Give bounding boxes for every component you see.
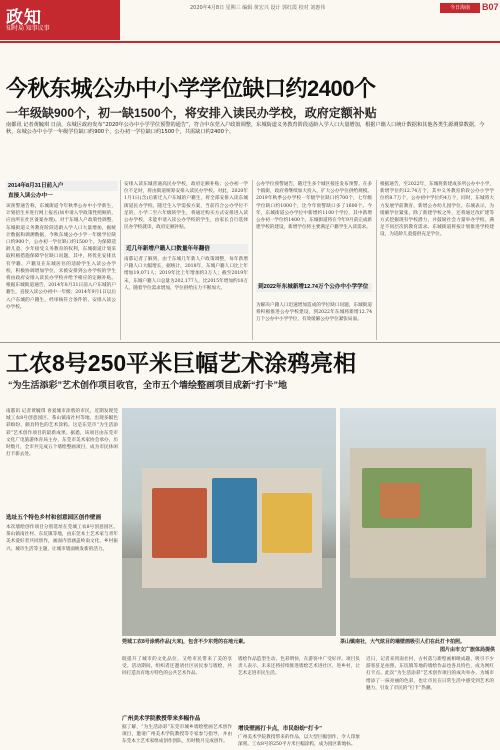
article2-col2: 既提升了城市的文化品位，又给市民带来了美的享受。活动期间，组织者还邀请社区居民参与墙绘，共同打造具有地方特色的公共艺术作品。 bbox=[122, 657, 232, 677]
date-box-subtitle: 直接入读公办中一 bbox=[8, 193, 53, 199]
top-divider bbox=[0, 41, 500, 43]
mural-block bbox=[380, 483, 420, 518]
article2-col2b: 据了解，“为生活添彩”东莞市城乡墙绘壁画艺术创作项目，邀请广州美术学院教授等专家参与指导，并由东莞本土艺术家组成创作团队，历时数月完成创作。 bbox=[122, 725, 232, 745]
article2-subhead: “为生活添彩”艺术创作项目收官，全市五个墙绘整画项目成新“打卡”地 bbox=[8, 380, 288, 390]
article1-col3-subhead: 到2022年东城新增12.74万个公办中小学学位 bbox=[256, 283, 372, 292]
article1-col2-subhead: 近几年新增户籍人口数量年年翻倍 bbox=[124, 244, 248, 254]
mural-block bbox=[152, 488, 207, 558]
column-divider bbox=[252, 180, 253, 340]
article1-lead: 南都讯 记者黄毓琪 日前，东城区政府发布“2020年公办中小学学位预警的通告”，符合中东莞入户政策调整，东城街道义务教育阶段适龄入学人口大量增加，根据户籍人口统计数据和其他各类生源测算数据，今秋，东城公办中小学一年级学位缺口约900个，公办初一学位缺口约1500个，共需缺口约2400个。 bbox=[6, 122, 485, 136]
date-box-title: 2014年8月31日前入户 bbox=[6, 181, 118, 191]
article2-col3b: 广州美术学院教授带来的作品，以大型巨幅创作，令人印象深刻。工农8号的250平方米巨幅涂鸦，成为园区新地标。 bbox=[238, 735, 360, 748]
article2-headline: 工农8号250平米巨幅艺术涂鸦亮相 bbox=[6, 350, 357, 376]
masthead bbox=[0, 0, 500, 40]
article1-col1: 该预警通告称，东城街道今年秋季公办中小学新生，计划招生并进行网上报名(如申请入学政策性照顾的，应由所在社区备案办理)。对于东城人户政策性调整，东城街道义务教育阶段适龄入学人口大量增加，据统计数据和调测数据，今秋东城公办小学一年级学位缺口约900个，公办初一学位缺口约1500个。为保障适龄儿童、少年接受义务教育的权利，东城街道计划采取积极措施保障学位缺口问题，其中，将优先安排具有学籍、户籍及在东城居住的适龄学生入读公办学校，积极协调增加学位，未被安排到公办学校的学生将由政府安排入读民办学校并给予相应的定额补贴。根据东城街道通告，2014年8月31日前入户东城的户籍生，直接入读公办初中一年级；2014年9月1日以后入户东城的户籍生，经审核符合条件的，安排入读公办学校。 bbox=[6, 204, 116, 310]
article1-col3b: 为解决户籍人口迅速增加造成的学位缺口问题，东城街道将积极推进公办学校建设，到2022年东城将新增12.74万个公办中小学学位，有效缓解公办学位紧张局面。 bbox=[256, 303, 372, 323]
mural-block bbox=[262, 493, 312, 553]
section-subtitle: 知时局 知事议事 bbox=[6, 26, 50, 32]
page-tag: 今日海南 bbox=[440, 3, 480, 13]
issue-info: 2020年4月8日 星期三 编辑 黄宏兴 设计 郭红霞 校对 刘惠伟 bbox=[190, 5, 326, 11]
article1-subhead: 一年级缺900个，初一缺1500个，将安排入读民办学校，政府定额补贴 bbox=[6, 106, 377, 120]
article2-col3: 墙绘作品造型生动、色彩明快，在游客中广受好评。项目负责人表示，未来还将持续推进墙绘艺术进社区、进乡村，让艺术走进市民生活。 bbox=[238, 657, 360, 677]
article-divider bbox=[0, 342, 500, 343]
graffiti-photo-gongnong bbox=[122, 408, 336, 636]
article2-col3-subhead: 增设壁画打卡点，市民纷纷“打卡” bbox=[238, 726, 322, 732]
section-name: 政知 bbox=[6, 8, 42, 27]
page-number: B07 bbox=[482, 2, 499, 12]
article1-col4: 根据通告，至2022年，东城将新建成多所公办中小学，新增学位约12.74万个，其中义务教育阶段公办小学学位约8.7万个，公办初中学位约4万个，同时，东城将大力发展学前教育，新增公办幼儿园学位。东城表示，为缓解学位紧张，除了新建学校之外，还将通过改扩建等方式挖掘现有学校潜力，并鼓励社会力量举办学校，满足不同层次的教育需求。东城街道将按计划推进学校建设，为适龄儿童提供充足学位。 bbox=[380, 182, 494, 238]
photo-caption-1: 莞城工农8号涂鸦作品(大来)，包含不少东莞的在地元素。 bbox=[122, 639, 249, 645]
article2-col2-subhead: 广州美术学院教授带来多幅作品 bbox=[122, 716, 201, 722]
mural-photo-nanshe bbox=[340, 408, 496, 636]
mural-block bbox=[212, 478, 257, 563]
photo-credit: 图片由市文广旅体局提供 bbox=[440, 647, 496, 653]
article1-col3: 公办学位预警通告，随迁生多个城区接连发布预警。在多个镇街，政府将继续加大投入，扩大公办学位供给规模。2019年秋季公办学校一年级学位缺口约700个，七年级学位缺口约1000个，比今年预警缺口多了1600个。今年，东城街道公办学位中新增约1100个学位，其中新增公办初一学位约1400个。东城街道将在今年9月前完成新建学校的建设，新增学位将主要满足户籍学生入读需求。 bbox=[256, 182, 372, 231]
section-block bbox=[0, 0, 120, 40]
article2-col1-subhead: 选址五个特色乡村和创意园区创作壁画 bbox=[6, 515, 102, 521]
article1-col2b: 南都记者了解到，由于东城几年新人户政策调整，每年新增户籍人口大幅增长，据统计，2018年，东城户籍人口比上年增加19,071人；2019年比上年增加约3万人；截至2019年末，东城户籍人口总量为202,177人，比2015年增加约10万人。随着学位需求增加，学位供给压力不断加大。 bbox=[124, 257, 248, 291]
article2-col1b: 本次墙绘创作项目分别选址在莞城工农8号创意园区、茶山镇南社村、东坑镇等地，由东莞本土艺术家与青年美术爱好者共同创作，画面内容涵盖岭南文化、乡村振兴、城市生活等主题，让城市墙面焕发新的活力。 bbox=[6, 525, 118, 552]
article2-col1: 南都讯 记者黄毓琪 喜爱城市涂鸦的市民，近期发现莞城工农8号创意园区、茶山镇南社村等地，出现多幅色彩缤纷、颇具特色的艺术涂鸦。这是东莞市“为生活添彩”艺术创作项目的最新成果。据悉，该项目由东莞市文化广电旅游体育局主办，东莞市美术家协会承办，历时数月，全市共完成五个墙绘整画项目，成为市民休闲打卡新去处。 bbox=[6, 409, 118, 458]
column-divider bbox=[376, 180, 377, 340]
article1-headline: 今秋东城公办中小学学位缺口约2400个 bbox=[6, 76, 376, 101]
article2-col4: 近日，记者来到南社村，古村落与新壁画相映成趣，吸引不少游客驻足拍照。东坑镇等地的墙绘作品也各具特色，成为网红打卡点。此次“为生活添彩”艺术创作项目的成功举办，为城市增添了一抹亮丽的色彩，也让市民在日常生活中感受到艺术的魅力，引发了市民的“打卡”热潮。 bbox=[366, 657, 494, 691]
photo-caption-2: 茶山镇南社，大气炫目的墙壁画吸引人们在此打卡拍照。 bbox=[340, 639, 466, 645]
column-divider bbox=[120, 180, 121, 340]
article1-col2: 安排入读东城普通高民办学校，政府定额补贴；公办初一学位不足时，将由街道统筹安排入读民办学校。对此，2020年1月1日(含)后新迁入户东城的户籍生，将全部安排入读东城街道民办学校。随迁生入学需按方案，当前符合公办学位不足的，小学二至六年级转学生，将通过购买方式安排进入读公办学校，未能申请入读公办学校的学生，由家长自行选择民办学校就读，政府定额补贴。 bbox=[124, 182, 248, 231]
